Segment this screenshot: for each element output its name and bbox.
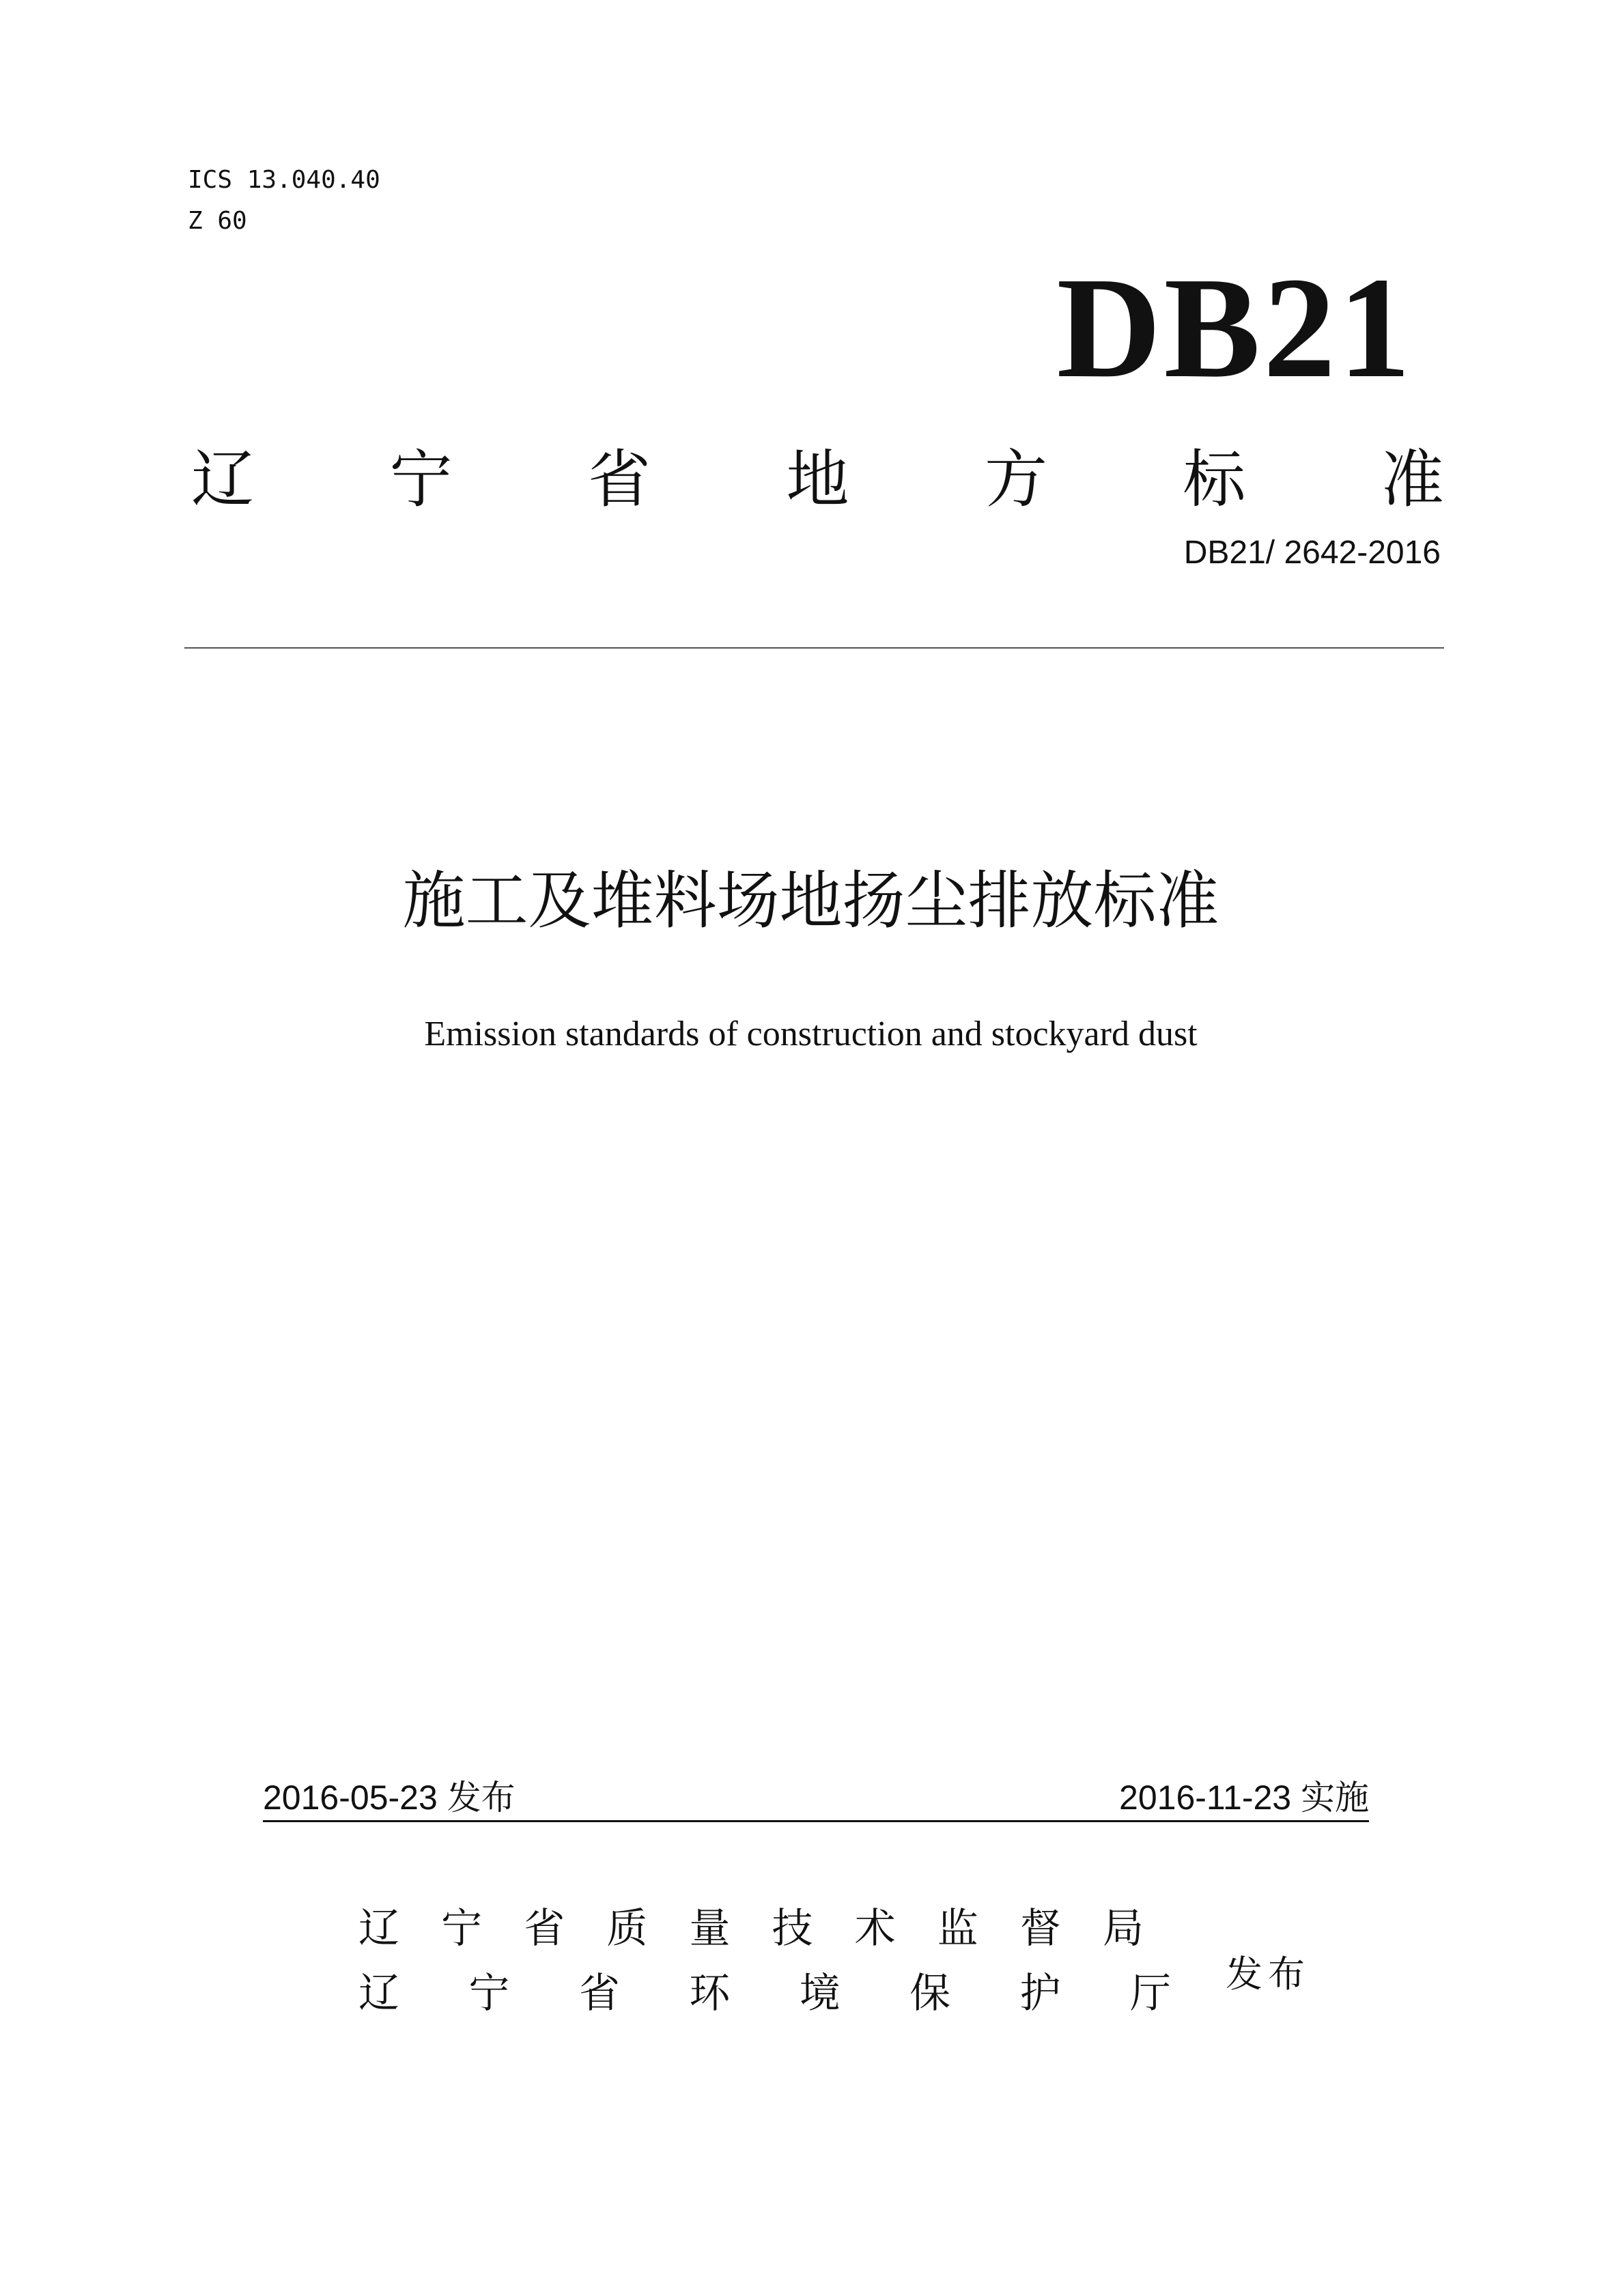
- org-char: 环: [689, 1970, 731, 2017]
- org-char: 保: [909, 1970, 951, 2017]
- org-char: 术: [854, 1905, 896, 1953]
- issuing-organization-1: [358, 1895, 1144, 1956]
- document-title-chinese: 施工及堆料场地扬尘排放标准: [402, 864, 1219, 937]
- standard-type-char: 标: [1183, 443, 1246, 516]
- publish-label: 发布: [1226, 1953, 1310, 1996]
- org-char: 督: [1019, 1905, 1061, 1953]
- ccs-code: Z 60: [188, 207, 247, 235]
- standard-type-heading: [191, 434, 1444, 515]
- org-char: 省: [578, 1970, 620, 2017]
- standard-type-char: 辽: [191, 443, 255, 516]
- org-char: 量: [689, 1905, 731, 1953]
- org-char: 厅: [1129, 1970, 1171, 2017]
- org-char: 监: [937, 1905, 978, 1953]
- header-divider: [184, 647, 1444, 649]
- ics-code: ICS 13.040.40: [188, 166, 380, 194]
- standard-mark: DB21: [1056, 247, 1413, 408]
- org-char: 局: [1102, 1905, 1144, 1953]
- document-title-english: Emission standards of construction and stockyard dust: [424, 1015, 1198, 1053]
- issuing-organization-2: [358, 1959, 1171, 2021]
- org-char: 省: [524, 1905, 565, 1953]
- standard-type-char: 宁: [389, 443, 453, 516]
- org-char: 技: [772, 1905, 813, 1953]
- org-char: 辽: [358, 1970, 399, 2017]
- standard-type-char: 省: [587, 443, 651, 516]
- standard-type-char: 准: [1381, 443, 1444, 516]
- org-char: 辽: [358, 1905, 399, 1953]
- issue-date: 2016-05-23 发布: [263, 1778, 516, 1817]
- org-char: 宁: [468, 1970, 510, 2017]
- org-char: 宁: [441, 1905, 483, 1953]
- org-char: 质: [606, 1905, 648, 1953]
- standard-type-char: 方: [984, 443, 1047, 516]
- implementation-date: 2016-11-23 实施: [1119, 1778, 1369, 1817]
- standard-number: DB21/ 2642-2016: [1183, 535, 1441, 571]
- org-char: 护: [1019, 1970, 1061, 2017]
- org-char: 境: [799, 1970, 841, 2017]
- standard-type-char: 地: [786, 443, 849, 516]
